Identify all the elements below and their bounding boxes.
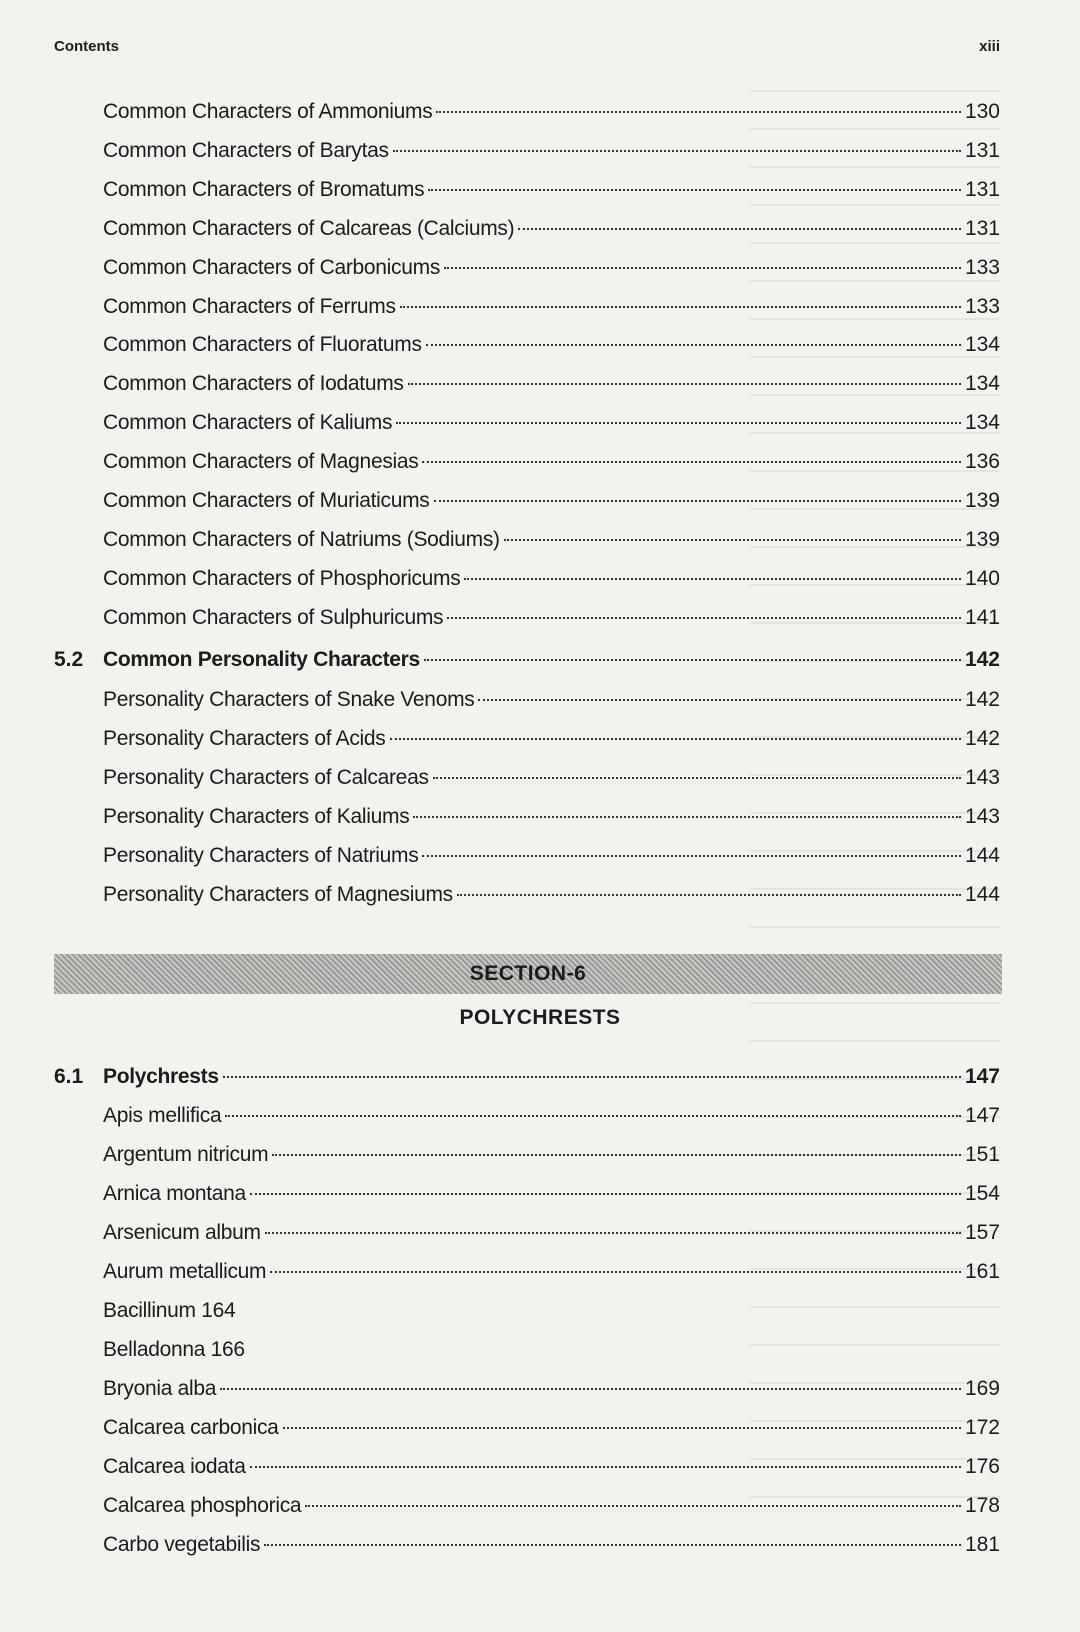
- toc-entry-page: 161: [964, 1260, 1000, 1283]
- toc-entry-line: [103, 212, 1000, 246]
- toc-entry: [0, 290, 1080, 324]
- toc-entry-line: [103, 1216, 1000, 1250]
- toc-entry-title: Bryonia alba: [103, 1377, 217, 1400]
- toc-entry-line: [103, 445, 1000, 479]
- dot-leader: [250, 1193, 961, 1195]
- toc-entry-line: [103, 562, 1000, 596]
- toc-entry-line: [103, 134, 1000, 168]
- dot-leader: [270, 1271, 961, 1273]
- toc-entry-line: [103, 683, 1000, 717]
- toc-entry-page: 134: [964, 411, 1000, 434]
- toc-entry: [0, 1489, 1080, 1523]
- toc-entry: [0, 1333, 1080, 1367]
- toc-entry-title: Common Characters of Magnesias: [103, 450, 419, 473]
- toc-entry-line: [103, 1138, 1000, 1172]
- toc-entry: [0, 643, 1080, 677]
- toc-entry-page: 139: [964, 528, 1000, 551]
- section-number: 6.1: [54, 1065, 84, 1088]
- dot-leader: [426, 344, 961, 346]
- dot-leader: [390, 738, 961, 740]
- toc-entry-title: Common Characters of Sulphuricums: [103, 606, 444, 629]
- dot-leader: [393, 150, 961, 152]
- toc-entry-title: Common Characters of Ammoniums: [103, 100, 433, 123]
- toc-entry: [0, 95, 1080, 129]
- toc-entry-page: 151: [964, 1143, 1000, 1166]
- toc-entry-line: [103, 878, 1000, 912]
- running-head-left: Contents: [54, 38, 119, 55]
- toc-entry-title: Calcarea carbonica: [103, 1416, 279, 1439]
- dot-leader: [225, 1115, 961, 1117]
- toc-entry-page: 142: [964, 688, 1000, 711]
- toc-entry: [0, 1138, 1080, 1172]
- toc-entry-title: Arsenicum album: [103, 1221, 261, 1244]
- dot-leader: [422, 855, 961, 857]
- toc-entry-line: [103, 1411, 1000, 1445]
- toc-entry-line: [103, 367, 1000, 401]
- section-number: 5.2: [54, 648, 84, 671]
- dot-leader: [408, 383, 961, 385]
- toc-entry-page: 181: [964, 1533, 1000, 1556]
- toc-entry-title: Common Characters of Iodatums: [103, 372, 404, 395]
- toc-entry-line: [103, 251, 1000, 285]
- toc-entry-line: [103, 1528, 1000, 1562]
- toc-entry-line: [103, 484, 1000, 518]
- toc-entry-line: [103, 1450, 1000, 1484]
- toc-entry-title: Common Characters of Natriums (Sodiums): [103, 528, 500, 551]
- toc-entry-line: [103, 290, 1000, 324]
- toc-entry: [0, 484, 1080, 518]
- toc-entry-page: 136: [964, 450, 1000, 473]
- toc-entry-line: [103, 1333, 1000, 1367]
- toc-entry-line: [103, 406, 1000, 440]
- toc-entry-title: Personality Characters of Snake Venoms: [103, 688, 475, 711]
- toc-entry-page: 147: [964, 1104, 1000, 1127]
- toc-entry-title: Common Characters of Barytas: [103, 139, 389, 162]
- toc-entry-page: 133: [964, 256, 1000, 279]
- toc-entry: [0, 212, 1080, 246]
- dot-leader: [478, 699, 960, 701]
- dot-leader: [283, 1427, 961, 1429]
- dot-leader: [400, 306, 961, 308]
- toc-entry: [0, 1060, 1080, 1094]
- dot-leader: [424, 659, 961, 661]
- toc-entry-line: [103, 761, 1000, 795]
- toc-entry-page: 143: [964, 766, 1000, 789]
- toc-entry-page: 142: [964, 727, 1000, 750]
- running-head: [54, 38, 1000, 62]
- toc-entry-title: Common Characters of Carbonicums: [103, 256, 441, 279]
- toc-entry: [0, 722, 1080, 756]
- toc-entry-page: 144: [964, 883, 1000, 906]
- toc-entry: [0, 251, 1080, 285]
- toc-entry: [0, 134, 1080, 168]
- toc-entry: [0, 406, 1080, 440]
- toc-entry: [0, 173, 1080, 207]
- toc-entry-page: 131: [964, 139, 1000, 162]
- toc-entry-line: [103, 173, 1000, 207]
- dot-leader: [264, 1544, 961, 1546]
- dot-leader: [447, 617, 961, 619]
- toc-entry: [0, 1411, 1080, 1445]
- dot-leader: [444, 267, 961, 269]
- toc-entry-title: Personality Characters of Kaliums: [103, 805, 410, 828]
- toc-entry: [0, 562, 1080, 596]
- toc-entry-page: 178: [964, 1494, 1000, 1517]
- toc-entry-page: 172: [964, 1416, 1000, 1439]
- toc-entry-page: 139: [964, 489, 1000, 512]
- toc-entry-title: Personality Characters of Calcareas: [103, 766, 429, 789]
- toc-entry-title: Bacillinum 164: [103, 1299, 236, 1322]
- toc-entry-page: 134: [964, 333, 1000, 356]
- toc-entry-line: [103, 1372, 1000, 1406]
- toc-entry-page: 176: [964, 1455, 1000, 1478]
- toc-entry-page: 142: [964, 648, 1000, 671]
- toc-entry-page: 141: [964, 606, 1000, 629]
- toc-entry-page: 157: [964, 1221, 1000, 1244]
- toc-entry: [0, 1528, 1080, 1562]
- toc-entry-line: [103, 1099, 1000, 1133]
- toc-entry-page: 154: [964, 1182, 1000, 1205]
- toc-entry-page: 144: [964, 844, 1000, 867]
- toc-entry: [0, 1450, 1080, 1484]
- toc-entry-line: [103, 523, 1000, 557]
- toc-entry-line: [103, 1177, 1000, 1211]
- toc-entry: [0, 445, 1080, 479]
- toc-entry: [0, 1216, 1080, 1250]
- dot-leader: [428, 189, 961, 191]
- toc-entry: [0, 1294, 1080, 1328]
- toc-entry-line: [103, 328, 1000, 362]
- toc-entry-title: Calcarea phosphorica: [103, 1494, 302, 1517]
- toc-entry-line: [103, 1294, 1000, 1328]
- toc-entry-page: 130: [964, 100, 1000, 123]
- toc-entry-page: 134: [964, 372, 1000, 395]
- toc-entry: [0, 523, 1080, 557]
- toc-entry: [0, 1099, 1080, 1133]
- toc-entry: [0, 367, 1080, 401]
- dot-leader: [504, 539, 961, 541]
- dot-leader: [457, 894, 961, 896]
- toc-entry-line: [103, 1060, 1000, 1094]
- dot-leader: [518, 228, 961, 230]
- dot-leader: [433, 777, 961, 779]
- toc-entry-page: 133: [964, 295, 1000, 318]
- toc-entry-line: [103, 601, 1000, 635]
- toc-entry: [0, 1177, 1080, 1211]
- dot-leader: [272, 1154, 961, 1156]
- toc-entry: [0, 1255, 1080, 1289]
- dot-leader: [223, 1076, 961, 1078]
- dot-leader: [396, 422, 961, 424]
- dot-leader: [464, 578, 961, 580]
- toc-entry: [0, 878, 1080, 912]
- section-banner: [54, 954, 1002, 994]
- toc-entry-page: 140: [964, 567, 1000, 590]
- toc-entry: [0, 800, 1080, 834]
- toc-entry-page: 143: [964, 805, 1000, 828]
- toc-entry-title: Personality Characters of Magnesiums: [103, 883, 453, 906]
- toc-entry-line: [103, 800, 1000, 834]
- toc-entry-title: Arnica montana: [103, 1182, 246, 1205]
- dot-leader: [434, 500, 961, 502]
- toc-entry-title: Personality Characters of Natriums: [103, 844, 419, 867]
- toc-entry: [0, 683, 1080, 717]
- toc-entry-page: 169: [964, 1377, 1000, 1400]
- toc-entry-title: Common Characters of Fluoratums: [103, 333, 422, 356]
- toc-entry-title: Common Characters of Kaliums: [103, 411, 393, 434]
- dot-leader: [422, 461, 960, 463]
- section-subtitle: POLYCHRESTS: [459, 1006, 621, 1029]
- toc-entry-line: [103, 1489, 1000, 1523]
- toc-entry: [0, 601, 1080, 635]
- toc-entry-line: [103, 722, 1000, 756]
- dot-leader: [305, 1505, 961, 1507]
- toc-entry-title: Personality Characters of Acids: [103, 727, 386, 750]
- toc-entry-title: Belladonna 166: [103, 1338, 245, 1361]
- toc-entry-title: Common Characters of Muriaticums: [103, 489, 430, 512]
- toc-entry-line: [103, 1255, 1000, 1289]
- toc-entry-title: Common Characters of Phosphoricums: [103, 567, 461, 590]
- toc-entry-page: 147: [964, 1065, 1000, 1088]
- toc-entry-title: Polychrests: [103, 1065, 219, 1088]
- toc-entry-title: Calcarea iodata: [103, 1455, 246, 1478]
- dot-leader: [250, 1466, 961, 1468]
- page-number-roman: xiii: [979, 38, 1000, 55]
- dot-leader: [265, 1232, 961, 1234]
- toc-entry: [0, 1372, 1080, 1406]
- toc-entry-title: Apis mellifica: [103, 1104, 222, 1127]
- toc-entry-line: [103, 95, 1000, 129]
- toc-entry-title: Common Characters of Ferrums: [103, 295, 396, 318]
- dot-leader: [413, 816, 961, 818]
- toc-entry-title: Carbo vegetabilis: [103, 1533, 261, 1556]
- toc-entry-title: Common Personality Characters: [103, 648, 420, 671]
- toc-entry-line: [103, 643, 1000, 677]
- dot-leader: [220, 1388, 961, 1390]
- toc-entry-title: Common Characters of Calcareas (Calciums): [103, 217, 515, 240]
- section-label: SECTION-6: [469, 962, 587, 985]
- toc-entry: [0, 761, 1080, 795]
- toc-entry-title: Argentum nitricum: [103, 1143, 269, 1166]
- dot-leader: [436, 111, 961, 113]
- toc-entry-line: [103, 839, 1000, 873]
- toc-entry-title: Aurum metallicum: [103, 1260, 267, 1283]
- toc-entry-page: 131: [964, 217, 1000, 240]
- toc-entry-title: Common Characters of Bromatums: [103, 178, 425, 201]
- toc-entry-page: 131: [964, 178, 1000, 201]
- toc-entry: [0, 839, 1080, 873]
- toc-entry: [0, 328, 1080, 362]
